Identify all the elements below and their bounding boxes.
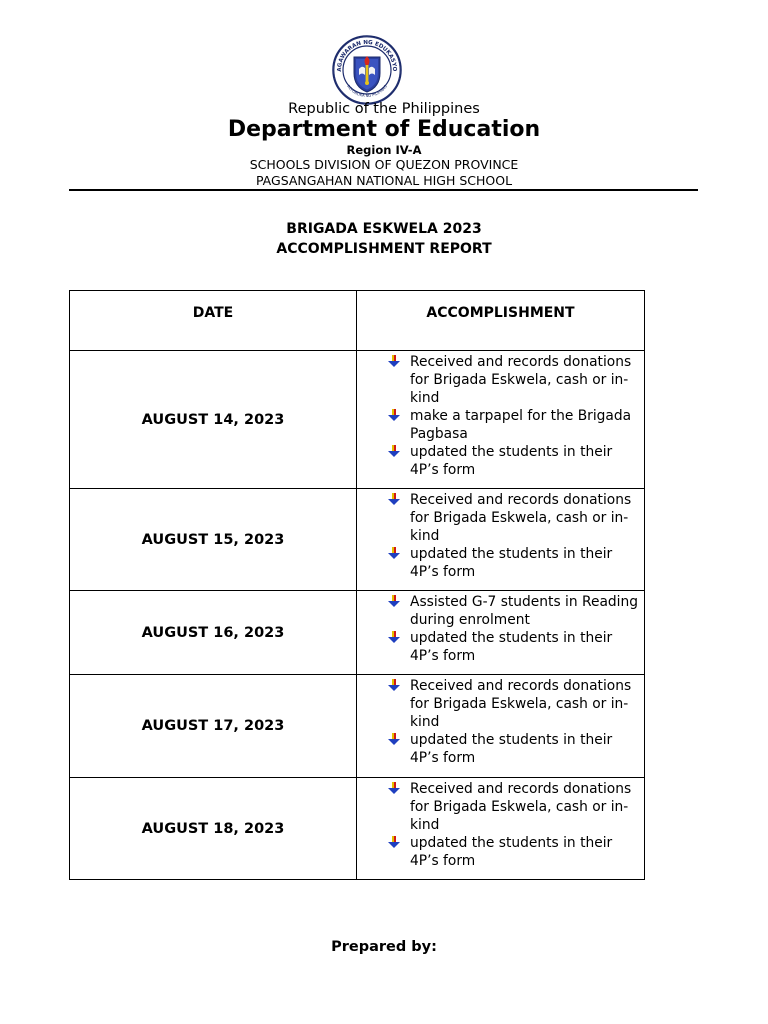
list-item bbox=[357, 731, 638, 767]
date-cell: AUGUST 17, 2023 bbox=[70, 675, 357, 778]
seal-ring-top-text: AGAWARAN NG EDUKASYO bbox=[336, 39, 398, 72]
date-cell: AUGUST 16, 2023 bbox=[70, 591, 357, 675]
accomplishment-text: Received and records donations for Brigada Eskwela, cash or in-kind bbox=[410, 492, 632, 544]
accomplishment-table bbox=[69, 290, 645, 880]
date-cell: AUGUST 18, 2023 bbox=[70, 778, 357, 880]
deped-seal-icon bbox=[332, 35, 402, 105]
list-item bbox=[357, 407, 638, 443]
accomplishment-column-header: ACCOMPLISHMENT bbox=[357, 291, 645, 351]
table-row bbox=[70, 351, 645, 489]
list-item bbox=[357, 834, 638, 870]
accomplishment-text: Received and records donations for Brigada Eskwela, cash or in-kind bbox=[410, 354, 632, 406]
list-item bbox=[357, 677, 638, 731]
arrow-down-bullet-icon bbox=[388, 679, 400, 691]
list-item bbox=[357, 491, 638, 545]
table-header-row bbox=[70, 291, 645, 351]
table-row bbox=[70, 489, 645, 591]
accomplishment-cell bbox=[357, 778, 645, 880]
date-cell: AUGUST 15, 2023 bbox=[70, 489, 357, 591]
accomplishment-list bbox=[357, 489, 638, 581]
date-column-header: DATE bbox=[70, 291, 357, 351]
arrow-down-bullet-icon bbox=[388, 631, 400, 643]
arrow-down-bullet-icon bbox=[388, 782, 400, 794]
report-title: BRIGADA ESKWELA 2023 bbox=[286, 221, 482, 237]
accomplishment-list bbox=[357, 591, 638, 665]
accomplishment-text: make a tarpapel for the Brigada Pagbasa bbox=[410, 408, 632, 442]
accomplishment-text: updated the students in their 4P’s form bbox=[410, 732, 613, 766]
accomplishment-list bbox=[357, 675, 638, 767]
list-item bbox=[357, 353, 638, 407]
accomplishment-cell bbox=[357, 489, 645, 591]
accomplishment-text: updated the students in their 4P’s form bbox=[410, 444, 613, 478]
arrow-down-bullet-icon bbox=[388, 733, 400, 745]
header-divider bbox=[69, 189, 698, 191]
republic-heading: Republic of the Philippines bbox=[288, 101, 480, 117]
seal-ring-bottom-text: REPUBLIKA NG PILIPINAS bbox=[346, 83, 388, 99]
accomplishment-text: Received and records donations for Brigada Eskwela, cash or in-kind bbox=[410, 781, 632, 833]
accomplishment-text: Assisted G-7 students in Reading during enrolment bbox=[410, 594, 638, 628]
accomplishment-text: Received and records donations for Brigada Eskwela, cash or in-kind bbox=[410, 678, 632, 730]
list-item bbox=[357, 443, 638, 479]
arrow-down-bullet-icon bbox=[388, 836, 400, 848]
arrow-down-bullet-icon bbox=[388, 445, 400, 457]
accomplishment-cell bbox=[357, 675, 645, 778]
school-name: PAGSANGAHAN NATIONAL HIGH SCHOOL bbox=[255, 173, 513, 188]
department-title: Department of Education bbox=[227, 117, 541, 142]
report-subtitle: ACCOMPLISHMENT REPORT bbox=[276, 241, 492, 257]
accomplishment-cell bbox=[357, 591, 645, 675]
accomplishment-text: updated the students in their 4P’s form bbox=[410, 835, 613, 869]
region-label: Region IV-A bbox=[346, 143, 422, 157]
arrow-down-bullet-icon bbox=[388, 409, 400, 421]
list-item bbox=[357, 545, 638, 581]
accomplishment-list bbox=[357, 351, 638, 479]
arrow-down-bullet-icon bbox=[388, 547, 400, 559]
accomplishment-cell bbox=[357, 351, 645, 489]
list-item bbox=[357, 629, 638, 665]
date-cell: AUGUST 14, 2023 bbox=[70, 351, 357, 489]
arrow-down-bullet-icon bbox=[388, 595, 400, 607]
division-label: SCHOOLS DIVISION OF QUEZON PROVINCE bbox=[249, 157, 519, 172]
arrow-down-bullet-icon bbox=[388, 355, 400, 367]
arrow-down-bullet-icon bbox=[388, 493, 400, 505]
list-item bbox=[357, 780, 638, 834]
table-row bbox=[70, 591, 645, 675]
accomplishment-text: updated the students in their 4P’s form bbox=[410, 546, 613, 580]
prepared-by-label: Prepared by: bbox=[331, 939, 437, 955]
table-row bbox=[70, 675, 645, 778]
table-row bbox=[70, 778, 645, 880]
list-item bbox=[357, 593, 638, 629]
accomplishment-text: updated the students in their 4P’s form bbox=[410, 630, 613, 664]
accomplishment-list bbox=[357, 778, 638, 870]
